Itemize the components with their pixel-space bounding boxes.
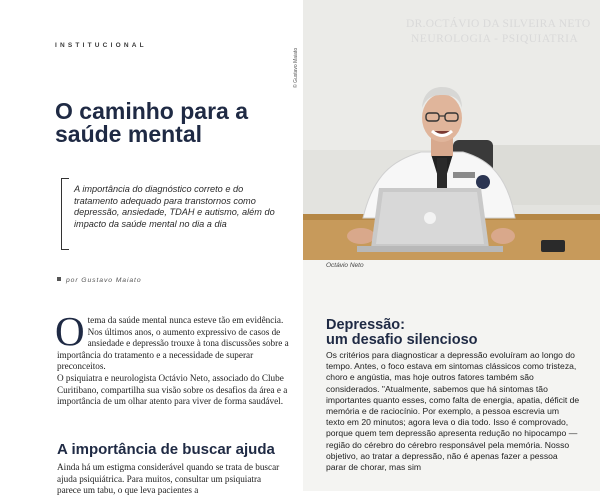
drop-cap: O bbox=[55, 308, 85, 354]
body-right bbox=[326, 350, 580, 473]
photo-credit bbox=[293, 48, 299, 88]
wall-sign-line1: DR.OCTÁVIO DA SILVEIRA NETO bbox=[406, 18, 591, 30]
intro-body bbox=[55, 308, 289, 408]
byline bbox=[57, 277, 142, 284]
portrait-photo bbox=[303, 0, 600, 260]
photo-credit-text: Gustavo Maiato bbox=[293, 47, 299, 83]
photo-credit-icon: © bbox=[293, 82, 299, 88]
body-left-2 bbox=[57, 462, 287, 497]
wall-sign-line2: NEUROLOGIA - PSIQUIATRIA bbox=[411, 33, 579, 45]
intro-paragraph-2: O psiquiatra e neurologista Octávio Neto, associado do Clube Curitibano, compartilha sua visão sobre os desafios da área e a importância de um olhar atento para viver de forma saudável. bbox=[57, 372, 288, 407]
subhead-left: A importância de buscar ajuda bbox=[57, 441, 275, 458]
subhead-right-line2: um desafio silencioso bbox=[326, 331, 478, 348]
intro-paragraph-1: tema da saúde mental nunca esteve tão em evidência. Nos últimos anos, o aumento expressivo de casos de ansiedade e depressão trouxe à tona discussões sobre a importância do tratamento e a necessidade de superar preconceitos. bbox=[57, 315, 289, 372]
section-label: INSTITUCIONAL bbox=[55, 42, 147, 49]
dek: A importância do diagnóstico correto e do tratamento adequado para transtornos como depressão, ansiedade, TDAH e autismo, além do impacto da saúde mental no dia a dia bbox=[74, 184, 275, 229]
body-right-paragraph: Os critérios para diagnosticar a depressão evoluíram ao longo do tempo. Antes, o foco estava em sintomas clássicos como tristeza, choro e angústia, mas hoje outros fatores também são considerados. "Atualmente, sabemos que há sintomas tão importantes quanto esses, como falta de energia, apatia, déficit de memória e de raciocínio. Por exemplo, a pessoa escrevia um texto em 20 minutos; agora leva o dia todo. Isso é comprovado, porque quem tem depressão apresenta redução no hipocampo — região do cérebro do cérebro responsável pela memória. Nosso objetivo, ao tratar a depressão, não é apenas fazer a pessoa parar de chorar, mas sim bbox=[326, 350, 580, 473]
byline-text: por Gustavo Maiato bbox=[66, 277, 142, 284]
subhead-right bbox=[326, 318, 586, 347]
headline: O caminho para a saúde mental bbox=[55, 98, 249, 147]
dek-bracket bbox=[61, 178, 69, 250]
body-left-2-paragraph: Ainda há um estigma considerável quando se trata de buscar ajuda psiquiátrica. Para muitos, consultar um psiquiatra parece um tabu, o que leva pacientes a bbox=[57, 462, 280, 496]
byline-bullet bbox=[57, 277, 61, 281]
subhead-right-line1: Depressão: bbox=[326, 317, 405, 333]
left-column bbox=[0, 0, 303, 491]
photo-caption: Octávio Neto bbox=[326, 262, 364, 269]
